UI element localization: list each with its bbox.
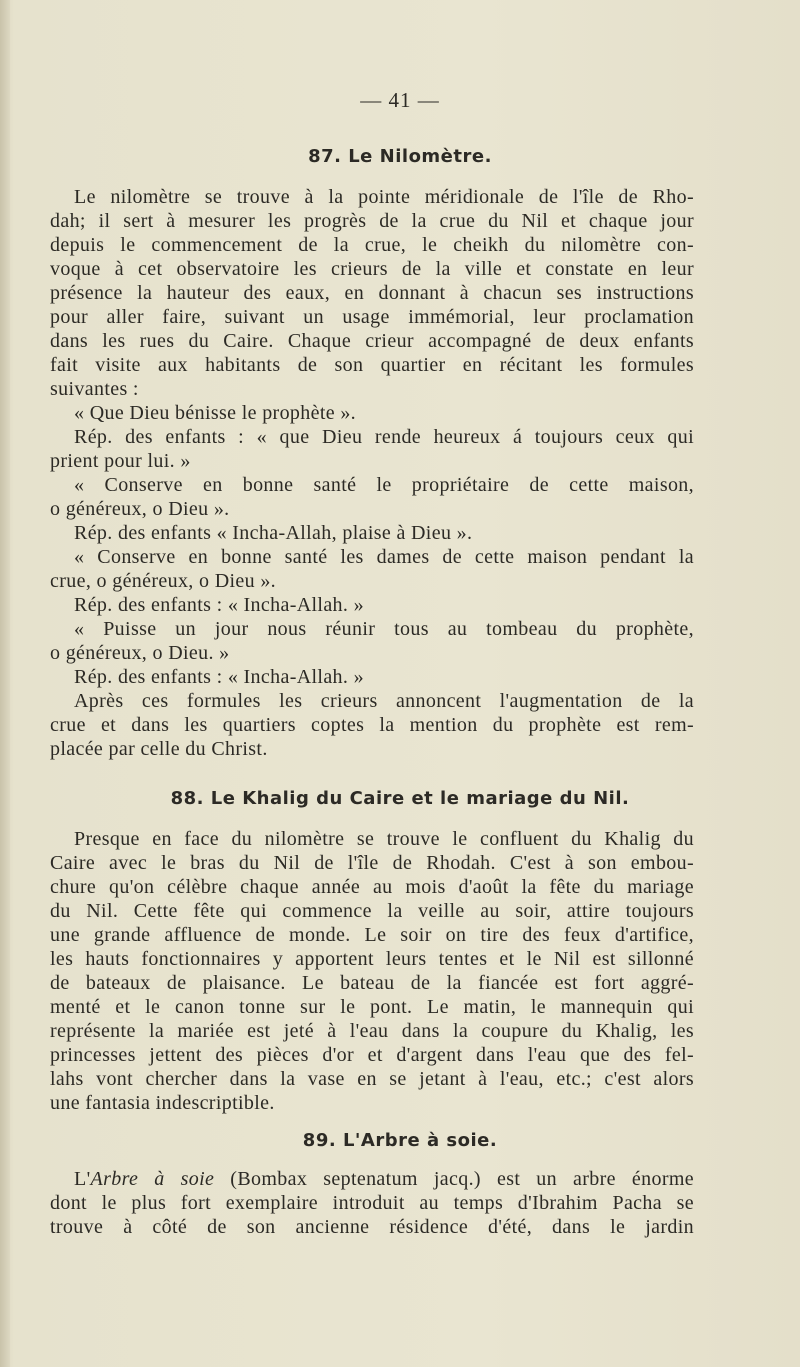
paragraph-line: Presque en face du nilomètre se trouve le confluent du Khalig du: [74, 828, 694, 850]
page-number: — 41 —: [360, 88, 440, 112]
paragraph-line: présence la hauteur des eaux, en donnant à chacun ses instructions: [50, 282, 694, 304]
paragraph-line: princesses jettent des pièces d'or et d'argent dans l'eau que des fel-: [50, 1044, 694, 1066]
paragraph-line: « Conserve en bonne santé le propriétaire de cette maison,: [74, 474, 694, 496]
paragraph-line: o généreux, o Dieu ».: [50, 498, 230, 520]
paragraph-line: crue et dans les quartiers coptes la mention du prophète est rem-: [50, 714, 694, 736]
section-heading-87: 87. Le Nilomètre.: [308, 146, 492, 167]
paragraph-line: les hauts fonctionnaires y apportent leurs tentes et le Nil est sillonné: [50, 948, 694, 970]
section-heading-89: 89. L'Arbre à soie.: [302, 1130, 498, 1151]
paragraph-line: chure qu'on célèbre chaque année au mois d'août la fête du mariage: [50, 876, 694, 898]
paragraph-line: dans les rues du Caire. Chaque crieur accompagné de deux enfants: [50, 330, 694, 352]
paragraph-line: dont le plus fort exemplaire introduit au temps d'Ibrahim Pacha se: [50, 1192, 694, 1214]
paragraph-line: dah; il sert à mesurer les progrès de la crue du Nil et chaque jour: [50, 210, 694, 232]
lead-italic-term: Arbre à soie: [90, 1168, 215, 1190]
paragraph-line: Rép. des enfants : « Incha-Allah. »: [74, 594, 364, 616]
paragraph-line: de bateaux de plaisance. Le bateau de la fiancée est fort aggré-: [50, 972, 694, 994]
paragraph-line: du Nil. Cette fête qui commence la veille au soir, attire toujours: [50, 900, 694, 922]
paragraph-line: trouve à côté de son ancienne résidence d'été, dans le jardin: [50, 1216, 694, 1238]
paragraph-line: Le nilomètre se trouve à la pointe méridionale de l'île de Rho-: [74, 186, 694, 208]
paragraph-line: prient pour lui. »: [50, 450, 191, 472]
paragraph-line: « Puisse un jour nous réunir tous au tombeau du prophète,: [74, 618, 694, 640]
paragraph-line: [74, 1168, 694, 1190]
paragraph-line: menté et le canon tonne sur le pont. Le matin, le mannequin qui: [50, 996, 694, 1018]
paragraph-line: voque à cet observatoire les crieurs de la ville et constate en leur: [50, 258, 694, 280]
paragraph-line: Rép. des enfants « Incha-Allah, plaise à Dieu ».: [74, 522, 473, 544]
paragraph-line: suivantes :: [50, 378, 139, 400]
lead-article: L': [74, 1168, 91, 1190]
paragraph-line: Caire avec le bras du Nil de l'île de Rhodah. C'est à son embou-: [50, 852, 694, 874]
paragraph-line: Rép. des enfants : « Incha-Allah. »: [74, 666, 364, 688]
paragraph-line: o généreux, o Dieu. »: [50, 642, 230, 664]
paragraph-line: lahs vont chercher dans la vase en se jetant à l'eau, etc.; c'est alors: [50, 1068, 694, 1090]
page-edge-shadow: [0, 0, 10, 1367]
paragraph-line: depuis le commencement de la crue, le cheikh du nilomètre con-: [50, 234, 694, 256]
paragraph-line: une fantasia indescriptible.: [50, 1092, 275, 1114]
lead-rest: (Bombax septenatum jacq.) est un arbre énorme: [214, 1168, 694, 1190]
section-heading-88: 88. Le Khalig du Caire et le mariage du Nil.: [170, 788, 630, 809]
paragraph-line: crue, o généreux, o Dieu ».: [50, 570, 277, 592]
paragraph-line: représente la mariée est jeté à l'eau dans la coupure du Khalig, les: [50, 1020, 694, 1042]
paragraph-line: Rép. des enfants : « que Dieu rende heureux á toujours ceux qui: [74, 426, 694, 448]
paragraph-line: placée par celle du Christ.: [50, 738, 268, 760]
paragraph-line: une grande affluence de monde. Le soir on tire des feux d'artifice,: [50, 924, 694, 946]
paragraph-line: « Conserve en bonne santé les dames de cette maison pendant la: [74, 546, 694, 568]
paragraph-line: « Que Dieu bénisse le prophète ».: [74, 402, 357, 424]
paragraph-line: pour aller faire, suivant un usage immémorial, leur proclamation: [50, 306, 694, 328]
paragraph-line: fait visite aux habitants de son quartier en récitant les formules: [50, 354, 694, 376]
paragraph-line: Après ces formules les crieurs annoncent l'augmentation de la: [74, 690, 694, 712]
